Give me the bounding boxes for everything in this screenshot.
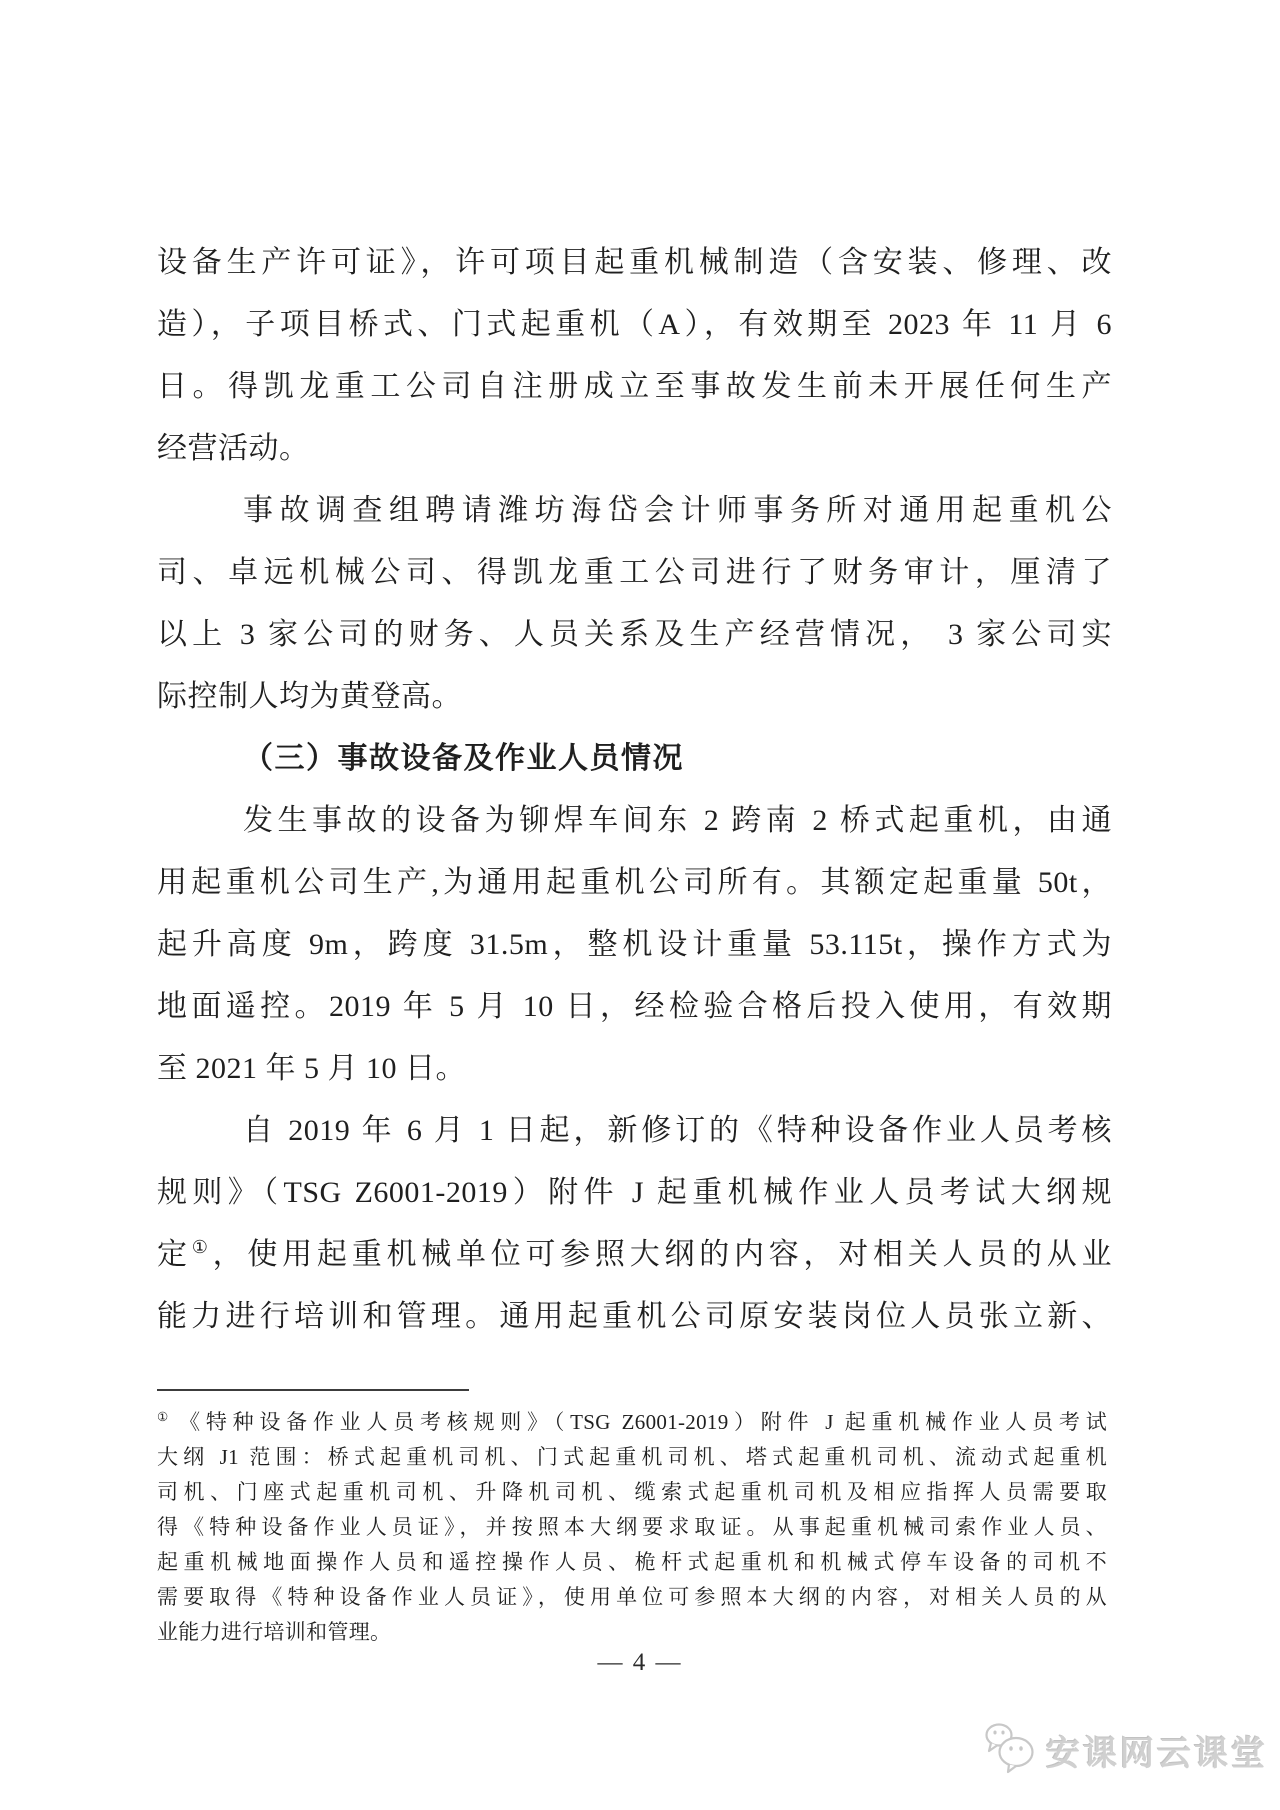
footnote-separator: [157, 1389, 469, 1391]
text-line: [157, 1580, 1107, 1615]
text-segment: 定: [157, 1238, 192, 1271]
text-segment: 司机、门座式起重机司机、升降机司机、缆索式起重机司机及相应指挥人员需要取: [157, 1480, 1107, 1504]
text-segment: 以上 3 家公司的财务、人员关系及生产经营情况， 3 家公司实: [157, 618, 1112, 651]
text-line: [157, 480, 1112, 542]
text-segment: 司、卓远机械公司、得凯龙重工公司进行了财务审计，厘清了: [157, 556, 1112, 589]
text-segment: 造），子项目桥式、门式起重机（A），有效期至 2023 年 11 月 6: [157, 308, 1112, 341]
page-number: — 4 —: [597, 1649, 683, 1676]
text-line: [157, 1510, 1107, 1545]
text-line: [157, 666, 1112, 728]
text-line: [157, 1440, 1107, 1475]
watermark-text: 安课网云课堂: [1046, 1735, 1268, 1773]
text-line: [157, 1038, 1112, 1100]
footnote-text: [157, 1405, 1107, 1650]
text-segment: 地面遥控。2019 年 5 月 10 日，经检验合格后投入使用，有效期: [157, 990, 1112, 1023]
text-segment: （三）事故设备及作业人员情况: [243, 742, 684, 775]
text-line: [157, 914, 1112, 976]
watermark: [982, 1720, 1268, 1781]
text-segment: 际控制人均为黄登高。: [157, 680, 462, 713]
text-line: [157, 1162, 1112, 1224]
text-segment: 《特种设备作业人员考核规则》（TSG Z6001-2019）附件 J 起重机械作业人员考试: [179, 1410, 1107, 1434]
text-segment: 起升高度 9m，跨度 31.5m，整机设计重量 53.115t，操作方式为: [157, 928, 1112, 961]
text-segment: 自 2019 年 6 月 1 日起，新修订的《特种设备作业人员考核: [243, 1114, 1112, 1147]
text-line: [157, 852, 1112, 914]
text-line: [157, 1405, 1107, 1440]
text-segment: 日。得凯龙重工公司自注册成立至事故发生前未开展任何生产: [157, 370, 1112, 403]
superscript-marker: ①: [191, 1237, 213, 1257]
text-line: [157, 1224, 1112, 1286]
text-segment: 大纲 J1 范围：桥式起重机司机、门式起重机司机、塔式起重机司机、流动式起重机: [157, 1445, 1107, 1469]
text-line: [157, 976, 1112, 1038]
text-line: [157, 1545, 1107, 1580]
text-segment: 设备生产许可证》，许可项目起重机械制造（含安装、修理、改: [157, 246, 1112, 279]
text-segment: 经营活动。: [157, 432, 310, 465]
text-segment: 得《特种设备作业人员证》，并按照本大纲要求取证。从事起重机械司索作业人员、: [157, 1515, 1107, 1539]
text-segment: 能力进行培训和管理。通用起重机公司原安装岗位人员张立新、: [157, 1300, 1112, 1333]
text-line: [157, 728, 1112, 790]
chat-bubbles-icon: [982, 1720, 1038, 1781]
text-segment: 业能力进行培训和管理。: [157, 1620, 392, 1644]
text-segment: ，使用起重机械单位可参照大纲的内容，对相关人员的从业: [212, 1238, 1113, 1271]
text-line: [157, 418, 1112, 480]
text-segment: 需要取得《特种设备作业人员证》，使用单位可参照本大纲的内容，对相关人员的从: [157, 1585, 1107, 1609]
text-line: [157, 542, 1112, 604]
text-segment: 至 2021 年 5 月 10 日。: [157, 1052, 466, 1085]
text-line: [157, 356, 1112, 418]
text-line: [157, 294, 1112, 356]
text-segment: 起重机械地面操作人员和遥控操作人员、桅杆式起重机和机械式停车设备的司机不: [157, 1550, 1107, 1574]
superscript-marker: ①: [157, 1410, 175, 1424]
text-segment: 发生事故的设备为铆焊车间东 2 跨南 2 桥式起重机，由通: [243, 804, 1112, 837]
text-segment: 事故调查组聘请潍坊海岱会计师事务所对通用起重机公: [243, 494, 1112, 527]
text-line: [157, 604, 1112, 666]
text-line: [157, 232, 1112, 294]
text-line: [157, 1615, 1107, 1650]
main-text: [157, 232, 1112, 1348]
text-segment: 用起重机公司生产,为通用起重机公司所有。其额定起重量 50t，: [157, 866, 1112, 899]
text-line: [157, 790, 1112, 852]
text-line: [157, 1100, 1112, 1162]
text-line: [157, 1286, 1112, 1348]
text-segment: 规则》（TSG Z6001-2019）附件 J 起重机械作业人员考试大纲规: [157, 1176, 1112, 1209]
text-line: [157, 1475, 1107, 1510]
